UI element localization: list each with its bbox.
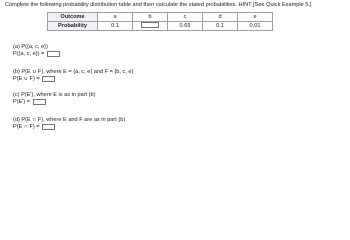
outcome-row [48,13,273,22]
part-c-question: P(E′), where E is as in part (b) [21,92,96,98]
probability-b-input[interactable] [141,22,159,28]
part-d-question: P(E ∩ F), where E and F are as in part (b) [21,117,126,123]
part-a-question-line [13,44,60,51]
part-d-answer-input[interactable] [42,124,55,130]
part-b-answer-input[interactable] [42,76,55,82]
outcome-b: b [133,13,168,22]
probability-row [48,22,273,31]
outcome-c: c [168,13,203,22]
probability-c: 0.69 [168,22,203,31]
part-b-label: (b) [13,69,20,75]
probability-b-cell [133,22,168,31]
part-c-question-line [13,92,96,99]
outcome-a: a [98,13,133,22]
part-a-label: (a) [13,44,20,50]
part-c-answer-line [13,99,96,106]
part-c-answer-input[interactable] [33,99,46,105]
part-d-answer-prefix: P(E ∩ F) = [13,124,40,131]
part-a-question: P({a, c, e}) [21,44,48,50]
part-a [13,44,60,58]
part-a-answer-line [13,51,60,58]
part-a-answer-input[interactable] [47,51,60,57]
part-b-question: P(E ∪ F), where E = {a, c, e} and F = {b, c, e} [21,69,134,75]
part-b-answer-prefix: P(E ∪ F) = [13,76,40,83]
part-c-answer-prefix: P(E′) = [13,99,31,106]
outcome-e: e [238,13,273,22]
outcome-d: d [203,13,238,22]
part-d-label: (d) [13,117,20,123]
part-d [13,117,125,131]
probability-header: Probability [48,22,98,31]
probability-a: 0.1 [98,22,133,31]
part-a-answer-prefix: P({a, c, e}) = [13,51,45,58]
outcome-header: Outcome [48,13,98,22]
part-b [13,69,133,83]
part-c-label: (c) [13,92,20,98]
probability-d: 0.1 [203,22,238,31]
probability-distribution-table [47,12,273,31]
probability-e: 0.01 [238,22,273,31]
part-b-question-line [13,69,133,76]
instructions-text: Complete the following probability distribution table and then calculate the stated probabilities. HINT [See Quick Example 5.] [5,2,312,8]
part-d-answer-line [13,124,125,131]
part-b-answer-line [13,76,133,83]
part-c [13,92,96,106]
part-d-question-line [13,117,125,124]
